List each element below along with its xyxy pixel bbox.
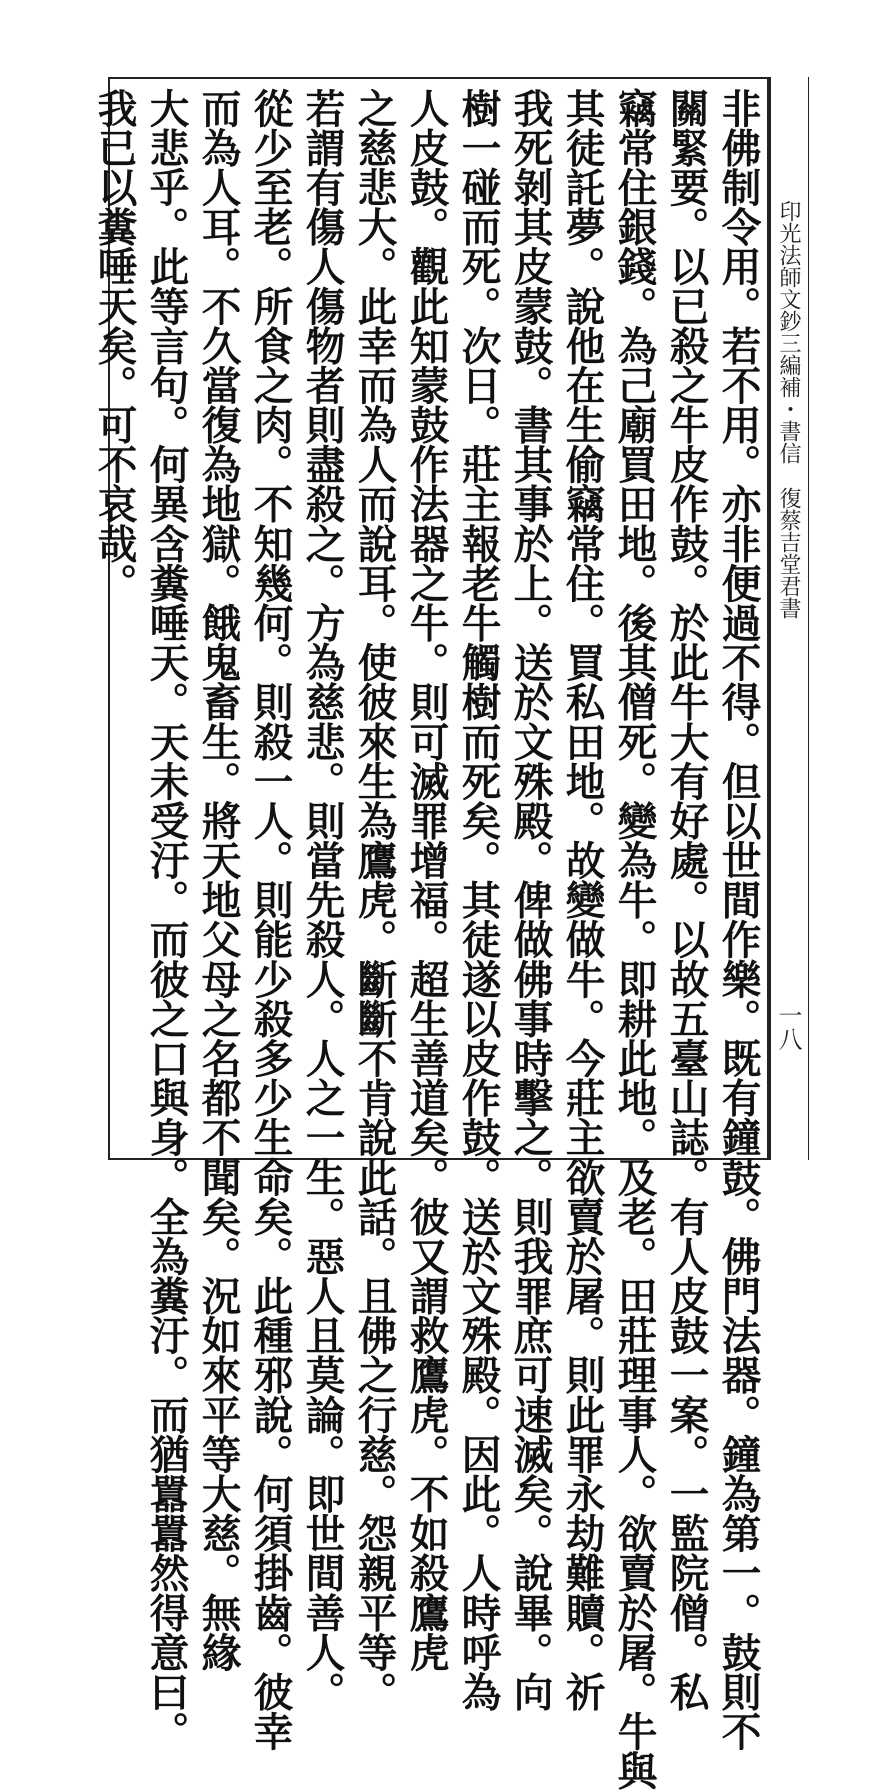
body-text <box>91 88 764 1790</box>
text-column: 從少至老。所食之肉。不知幾何。則殺一人。則能少殺多少生命矣。此種邪說。何須掛齒。彼幸 <box>247 88 293 1751</box>
section-title: 復蔡吉堂君書 <box>776 487 801 619</box>
text-column: 而為人耳。不久當復為地獄。餓鬼畜生。將天地父母之名都不聞矣。況如來平等大慈。無緣 <box>195 88 241 1672</box>
margin-line <box>808 77 809 1160</box>
text-column: 關緊要。以已殺之牛皮作鼓。於此牛大有好處。以故五臺山誌。有人皮鼓一案。一監院僧。私 <box>663 88 709 1712</box>
text-column: 之慈悲大。此幸而為人而說耳。使彼來生為鷹虎。斷斷不肯說此話。且佛之行慈。怨親平等。 <box>351 88 397 1712</box>
page-number: 一八 <box>774 1003 802 1051</box>
text-column: 樹一碰而死。次日。莊主報老牛觸樹而死矣。其徒遂以皮作鼓。送於文殊殿。因此。人時呼為 <box>455 88 501 1712</box>
book-title: 印光法師文鈔三編補・書信 <box>776 200 801 464</box>
header-separator-line <box>769 77 771 1160</box>
text-column: 若謂有傷人傷物者則盡殺之。方為慈悲。則當先殺人。人之一生。惡人且莫論。即世間善人。 <box>299 88 345 1712</box>
text-column: 其徒託夢。說他在生偷竊常住。買私田地。故變做牛。今莊主欲賣於屠。則此罪永劫難贖。祈 <box>559 88 605 1712</box>
text-column: 我死剝其皮蒙鼓。書其事於上。送於文殊殿。俾做佛事時擊之。則我罪庶可速滅矣。說畢。向 <box>507 88 553 1712</box>
text-column: 人皮鼓。觀此知蒙鼓作法器之牛。則可滅罪增福。超生善道矣。彼又謂救鷹虎。不如殺鷹虎 <box>403 88 449 1672</box>
text-column: 大悲乎。此等言句。何異含糞唾天。天未受汙。而彼之口與身。全為糞汙。而猶囂囂然得意曰。 <box>143 88 189 1751</box>
text-column: 我已以糞唾天矣。可不哀哉。 <box>91 88 137 603</box>
text-column: 竊常住銀錢。為己廟買田地。後其僧死。變為牛。即耕此地。及老。田莊理事人。欲賣於屠。牛與 <box>611 88 657 1790</box>
text-column: 非佛制令用。若不用。亦非便過不得。但以世間作樂。既有鐘鼓。佛門法器。鐘為第一。鼓則不 <box>715 88 761 1751</box>
